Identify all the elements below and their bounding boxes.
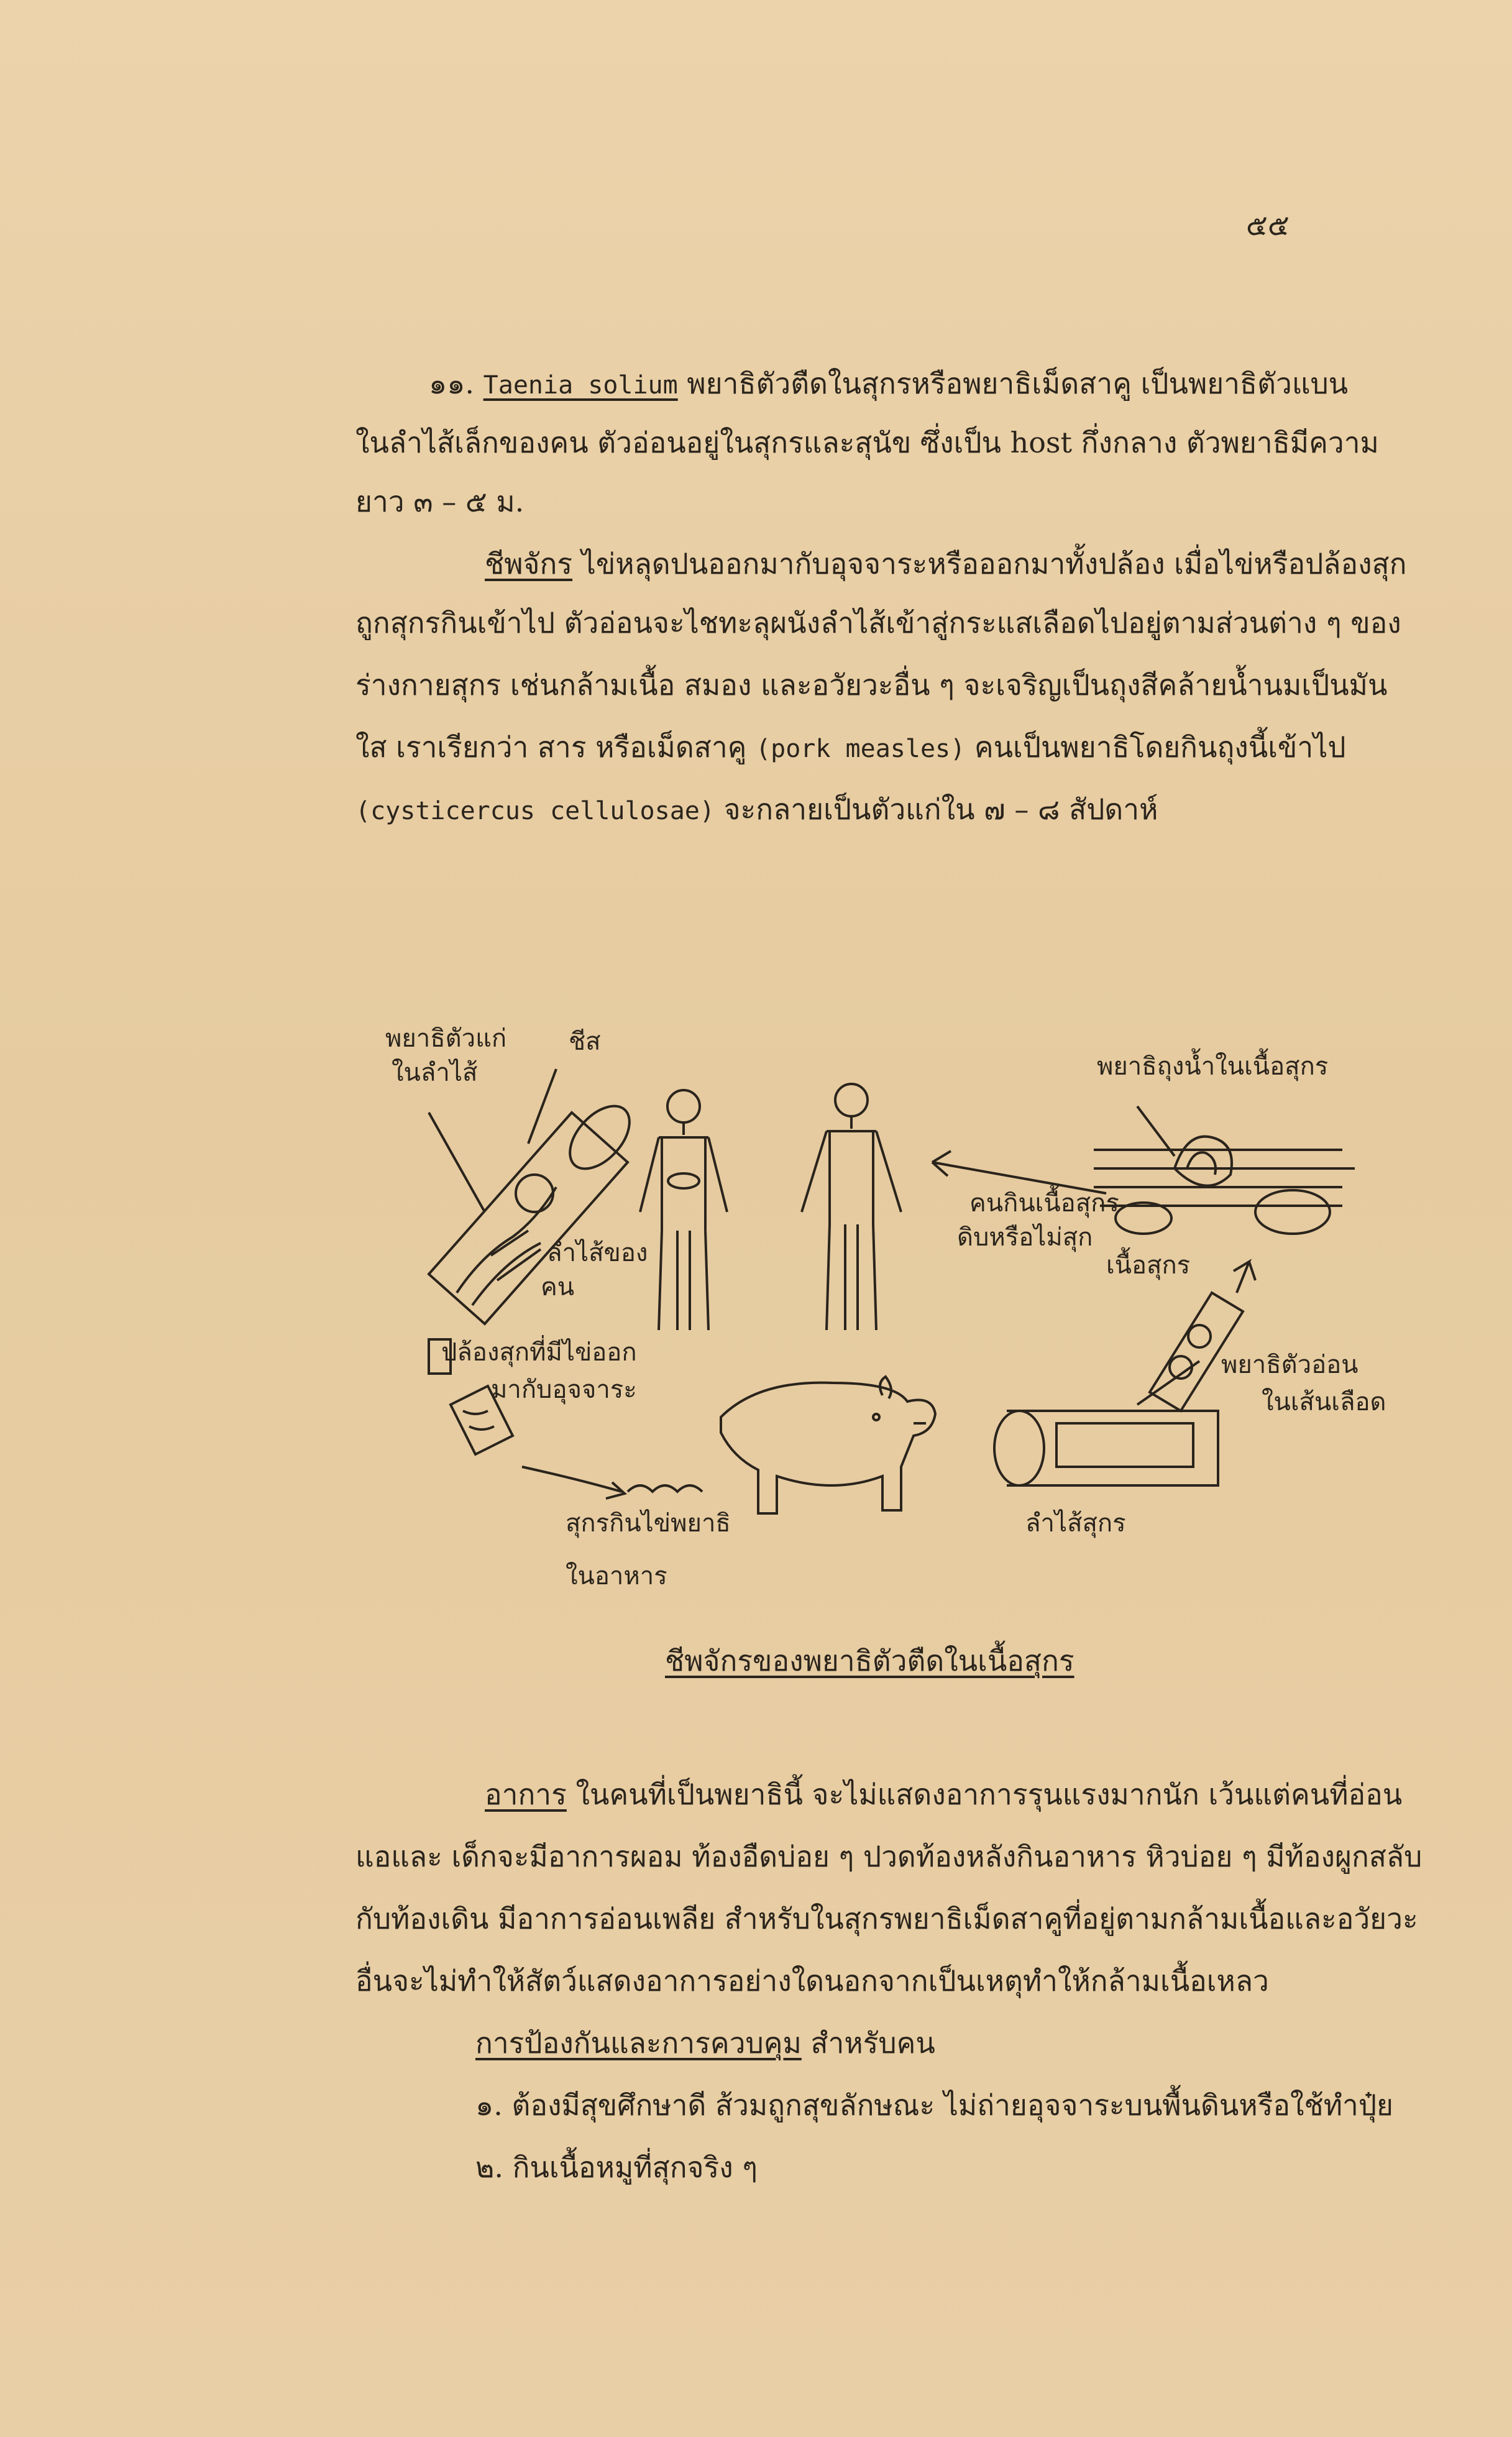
life-cycle-line4-a: ใส เราเรียกว่า สาร หรือเม็ดสาคู <box>355 730 747 764</box>
label-human-intestine-2: คน <box>541 1273 575 1301</box>
label-pig-eats-eggs-1: สุกรกินไข่พยาธิ <box>566 1509 731 1538</box>
label-adult-worm-2: ในลำไส้ <box>392 1058 478 1087</box>
symptoms-line2: แอและ เด็กจะมีอาการผอม ท้องอืดบ่อย ๆ ปวดท้องหลังกินอาหาร หิวบ่อย ๆ มีท้องผูกสลับ <box>355 1840 1423 1873</box>
label-segments-1: ปล้องสุกที่มีไข่ออก <box>441 1338 637 1367</box>
prevention-heading: การป้องกันและการควบคุม <box>475 2026 802 2060</box>
symptoms-line1-text: ในคนที่เป็นพยาธินี้ จะไม่แสดงอาการรุนแรงมากนัก เว้นแต่คนที่อ่อน <box>575 1778 1403 1811</box>
label-human-intestine-1: ลำไส้ของ <box>547 1239 648 1267</box>
pork-measles-term: (pork measles) <box>756 735 966 763</box>
prevention-heading-rest: สำหรับคน <box>810 2026 935 2060</box>
symptoms-heading: อาการ <box>485 1778 567 1811</box>
cysticercus-term: (cysticercus cellulosae) <box>355 797 715 825</box>
scientific-name: Taenia solium <box>483 371 678 400</box>
adult-worm-pointer <box>429 1113 485 1212</box>
label-cyst-in-pork: พยาธิถุงน้ำในเนื้อสุกร <box>1097 1052 1329 1081</box>
blood-vessel-drawing <box>1150 1262 1255 1411</box>
section-line2: ในลำไส้เล็กของคน ตัวอ่อนอยู่ในสุกรและสุนัข ซึ่งเป็น host กึ่งกลาง ตัวพยาธิมีความ <box>355 426 1379 459</box>
scolex-pointer <box>528 1069 556 1144</box>
label-larva-in-vessel-1: พยาธิตัวอ่อน <box>1221 1351 1359 1379</box>
pork-muscle-drawing <box>1094 1106 1355 1234</box>
symptoms-line1 <box>485 1774 1402 1814</box>
label-larva-in-vessel-2: ในเส้นเลือด <box>1262 1388 1386 1416</box>
human-figure-back <box>802 1084 901 1330</box>
prevention-heading-line <box>475 2023 935 2063</box>
prevention-item: ๒. กินเนื้อหมูที่สุกจริง ๆ <box>475 2150 758 2184</box>
label-adult-worm-1: พยาธิตัวแก่ <box>385 1024 507 1053</box>
label-scolex: ชีส <box>569 1027 601 1056</box>
egg-cluster-drawing <box>628 1485 702 1492</box>
figure-caption: ชีพจักรของพยาธิตัวตืดในเนื้อสุกร <box>665 1644 1074 1677</box>
life-cycle-heading: ชีพจักร <box>485 547 573 581</box>
prevention-item: ๑. ต้องมีสุขศึกษาดี ส้วมถูกสุขลักษณะ ไม่ถ่ายอุจจาระบนพื้นดินหรือใช้ทำปุ๋ย <box>475 2088 1394 2122</box>
symptoms-line4: อื่นจะไม่ทำให้สัตว์แสดงอาการอย่างใดนอกจากเป็นเหตุทำให้กล้ามเนื้อเหลว <box>355 1964 1269 1998</box>
label-pig-eats-eggs-2: ในอาหาร <box>566 1562 667 1590</box>
pig-drawing <box>721 1377 935 1513</box>
page-number: ๕๕ <box>1246 208 1290 242</box>
symptoms-line3: กับท้องเดิน มีอาการอ่อนเพลีย สำหรับในสุกรพยาธิเม็ดสาคูที่อยู่ตามกล้ามเนื้อและอวัยวะ <box>355 1902 1418 1935</box>
pig-intestine-drawing <box>994 1361 1218 1485</box>
human-figure-front <box>640 1090 727 1330</box>
section-line3: ยาว ๓ – ๕ ม. <box>355 485 525 518</box>
section-line1: พยาธิตัวตืดในสุกรหรือพยาธิเม็ดสาคู เป็นพยาธิตัวแบน <box>687 367 1349 400</box>
label-pork-meat: เนื้อสุกร <box>1106 1251 1191 1280</box>
label-pig-intestine: ลำไส้สุกร <box>1025 1509 1126 1538</box>
label-segments-2: มากับอุจจาระ <box>491 1375 637 1404</box>
label-people-eat-pork-2: ดิบหรือไม่สุก <box>957 1223 1093 1252</box>
section-number-text: ๑๑. <box>429 367 475 400</box>
life-cycle-line4-c: คนเป็นพยาธิโดยกินถุงนี้เข้าไป <box>974 730 1346 764</box>
life-cycle-line1-text: ไข่หลุดปนออกมากับอุจจาระหรือออกมาทั้งปล้อง เมื่อไข่หรือปล้องสุก <box>581 547 1407 581</box>
life-cycle-line5-b: จะกลายเป็นตัวแก่ใน ๗ – ๘ สัปดาห์ <box>723 792 1158 826</box>
label-people-eat-pork-1: คนกินเนื้อสุกร <box>969 1189 1119 1218</box>
life-cycle-line2: ถูกสุกรกินเข้าไป ตัวอ่อนจะไชทะลุผนังลำไส้เข้าสู่กระแสเลือดไปอยู่ตามส่วนต่าง ๆ ของ <box>355 606 1401 640</box>
life-cycle-line3: ร่างกายสุกร เช่นกล้ามเนื้อ สมอง และอวัยวะอื่น ๆ จะเจริญเป็นถุงสีคล้ายน้ำนมเป็นมัน <box>355 668 1388 702</box>
